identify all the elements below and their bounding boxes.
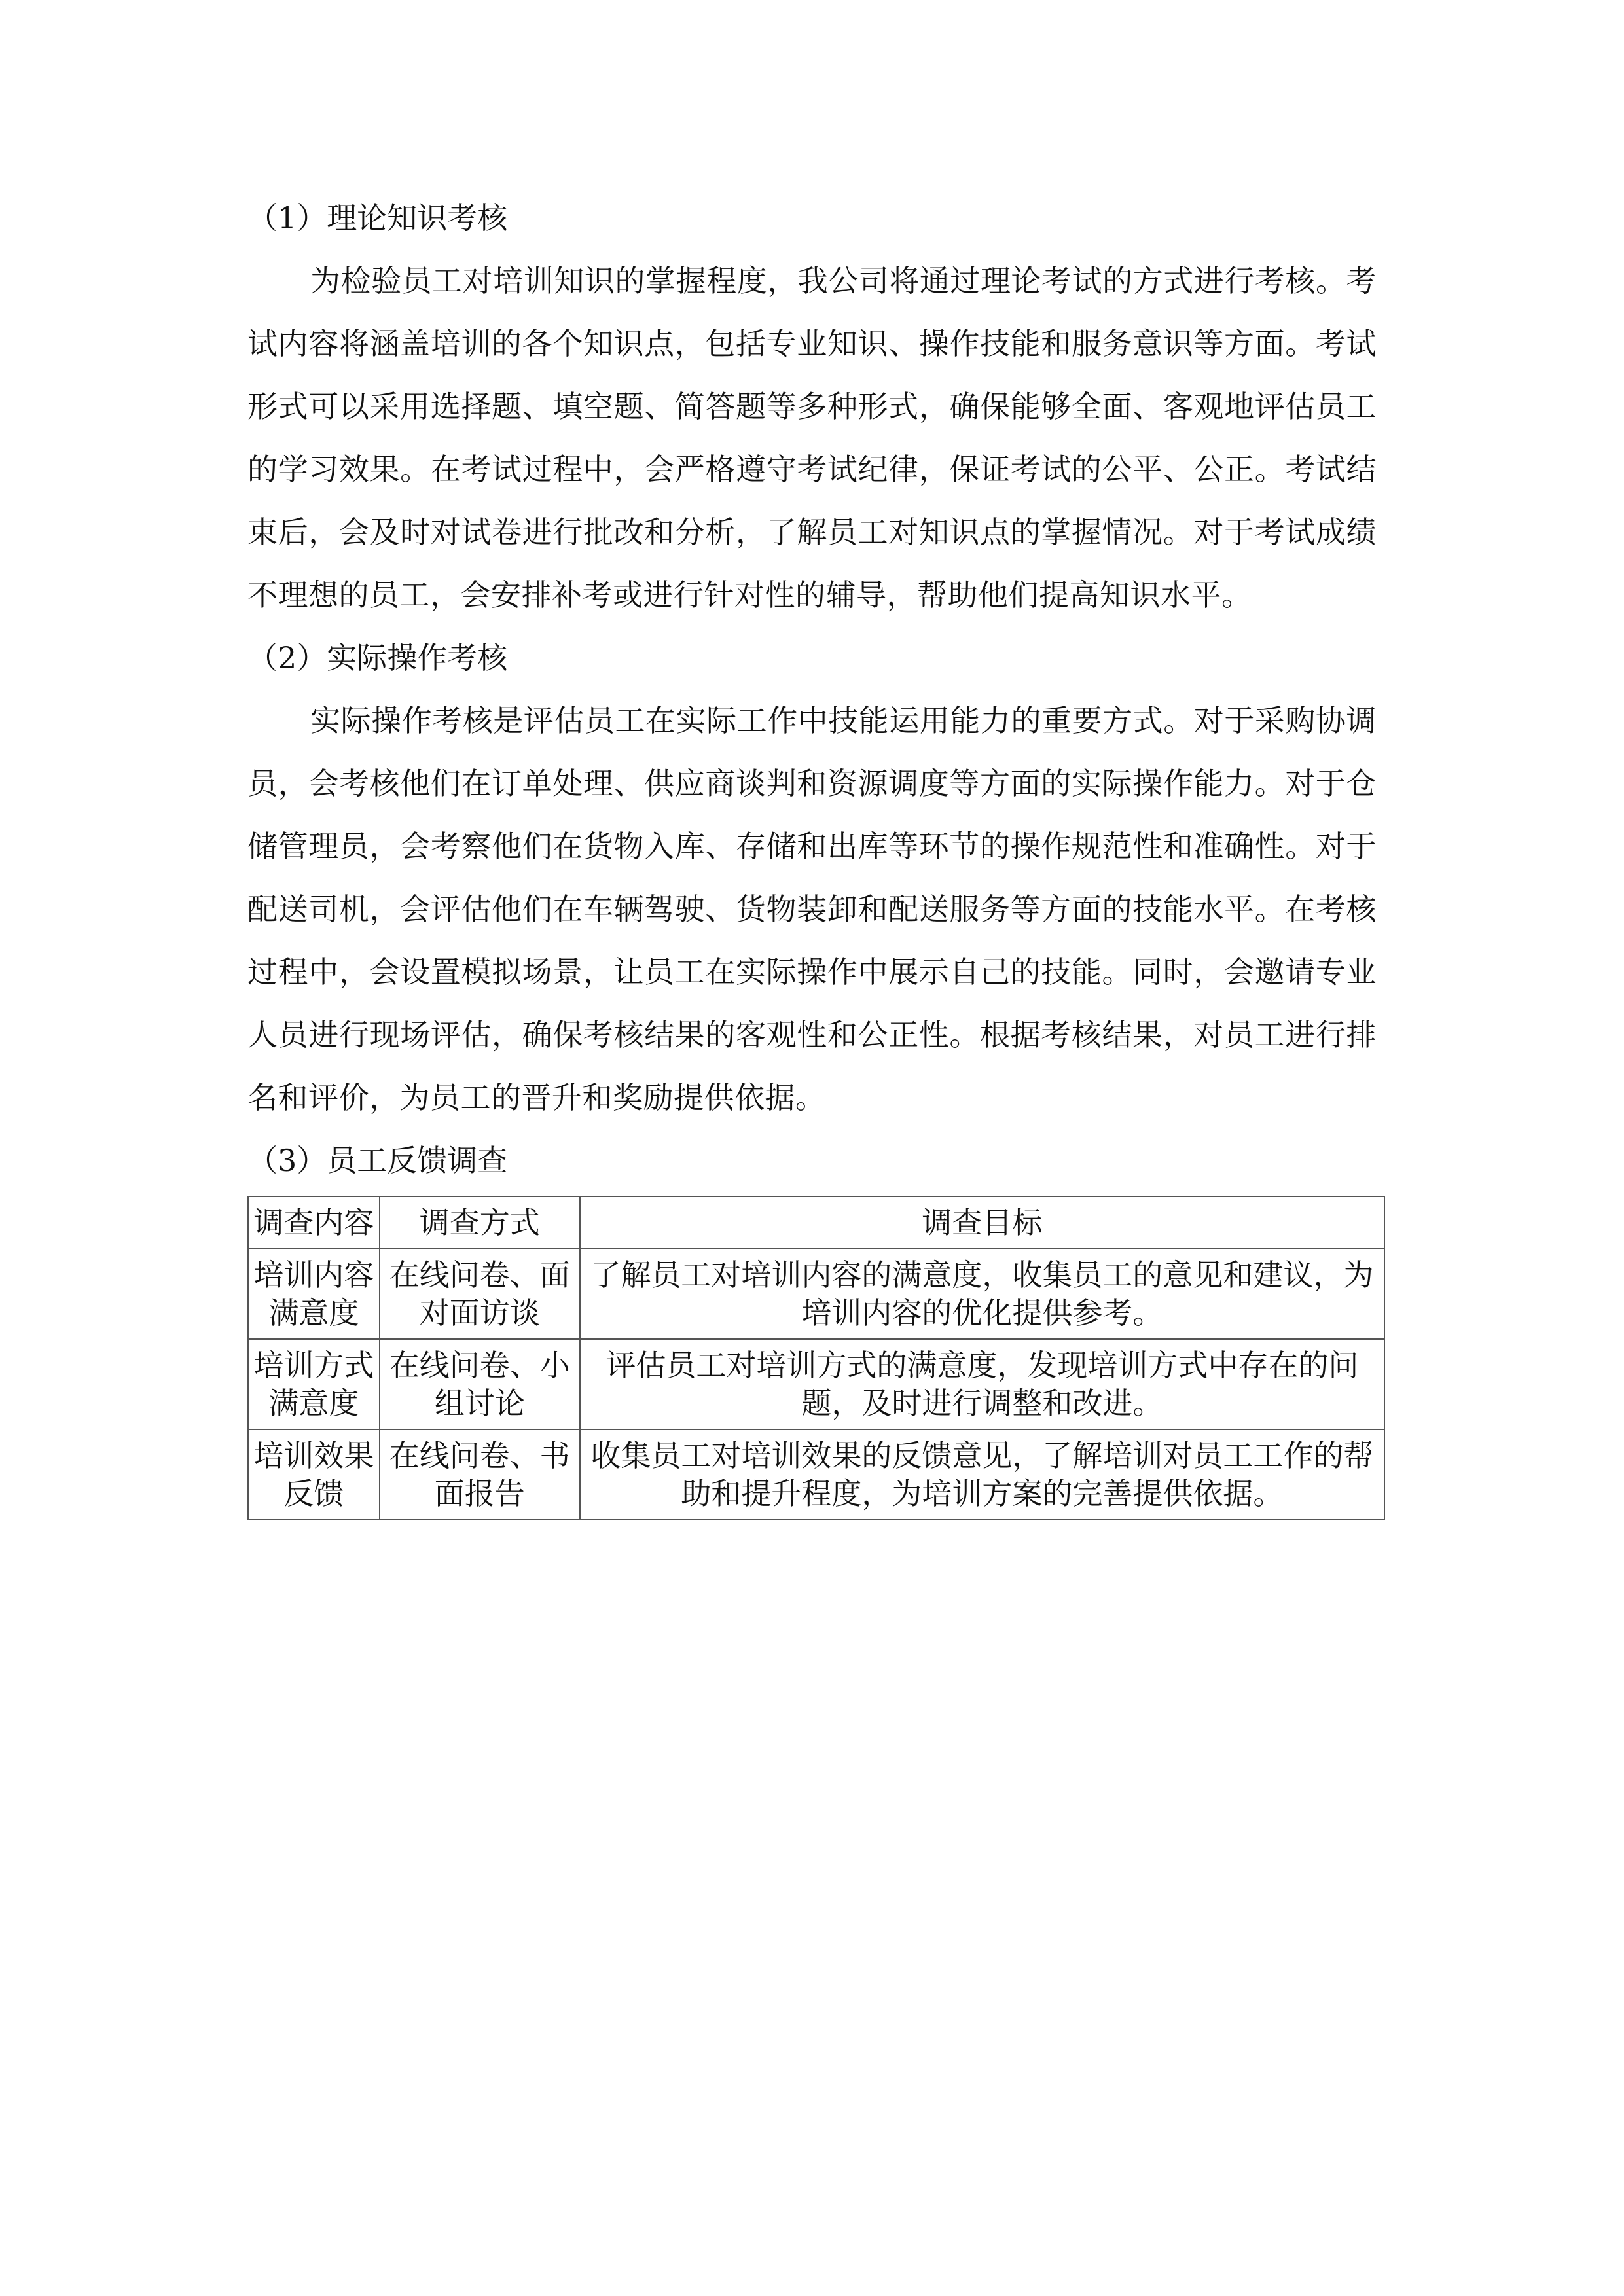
- header-survey-goal: 调查目标: [580, 1196, 1384, 1249]
- cell-goal: 评估员工对培训方式的满意度，发现培训方式中存在的问题，及时进行调整和改进。: [580, 1339, 1384, 1429]
- section-heading-practice: （2）实际操作考核: [247, 640, 508, 675]
- table-row: [248, 1249, 1384, 1339]
- cell-method: 在线问卷、书面报告: [380, 1429, 580, 1520]
- table-row: [248, 1339, 1384, 1429]
- cell-method: 在线问卷、小组讨论: [380, 1339, 580, 1429]
- section-heading-theory: （1）理论知识考核: [247, 200, 508, 236]
- header-survey-content: 调查内容: [248, 1196, 380, 1249]
- cell-method: 在线问卷、面对面访谈: [380, 1249, 580, 1339]
- table-row: [248, 1429, 1384, 1520]
- section-heading-feedback: （3）员工反馈调查: [247, 1143, 508, 1178]
- section-paragraph-practice: 实际操作考核是评估员工在实际工作中技能运用能力的重要方式。对于采购协调员，会考核他们在订单处理、供应商谈判和资源调度等方面的实际操作能力。对于仓储管理员，会考察他们在货物入库、存储和出库等环节的操作规范性和准确性。对于配送司机，会评估他们在车辆驾驶、货物装卸和配送服务等方面的技能水平。在考核过程中，会设置模拟场景，让员工在实际操作中展示自己的技能。同时，会邀请专业人员进行现场评估，确保考核结果的客观性和公正性。根据考核结果，对员工进行排名和评价，为员工的晋升和奖励提供依据。: [247, 703, 1377, 1115]
- cell-goal: 收集员工对培训效果的反馈意见，了解培训对员工工作的帮助和提升程度，为培训方案的完善提供依据。: [580, 1429, 1384, 1520]
- survey-table: [247, 1196, 1385, 1520]
- cell-content: 培训内容满意度: [248, 1249, 380, 1339]
- document-body: [247, 187, 1377, 1520]
- table-header-row: [248, 1196, 1384, 1249]
- cell-goal: 了解员工对培训内容的满意度，收集员工的意见和建议，为培训内容的优化提供参考。: [580, 1249, 1384, 1339]
- section-paragraph-theory: 为检验员工对培训知识的掌握程度，我公司将通过理论考试的方式进行考核。考试内容将涵盖培训的各个知识点，包括专业知识、操作技能和服务意识等方面。考试形式可以采用选择题、填空题、简答题等多种形式，确保能够全面、客观地评估员工的学习效果。在考试过程中，会严格遵守考试纪律，保证考试的公平、公正。考试结束后，会及时对试卷进行批改和分析，了解员工对知识点的掌握情况。对于考试成绩不理想的员工，会安排补考或进行针对性的辅导，帮助他们提高知识水平。: [247, 263, 1377, 613]
- cell-content: 培训效果反馈: [248, 1429, 380, 1520]
- header-survey-method: 调查方式: [380, 1196, 580, 1249]
- cell-content: 培训方式满意度: [248, 1339, 380, 1429]
